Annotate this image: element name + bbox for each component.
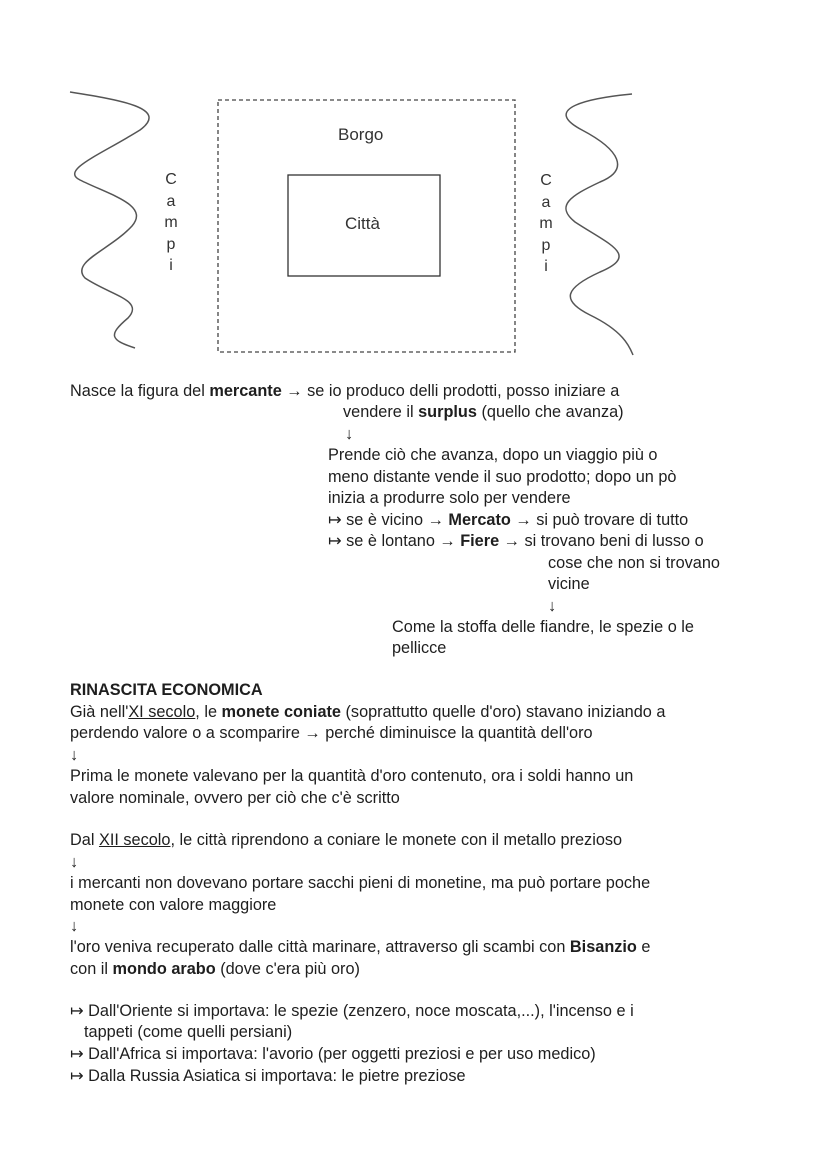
text-line <box>70 895 276 916</box>
letter: i <box>169 257 173 274</box>
bold-text: Bisanzio <box>569 938 637 956</box>
text-line <box>548 574 590 595</box>
citta-label: Città <box>345 214 380 233</box>
letter: a <box>541 194 551 211</box>
down-arrow <box>70 852 78 873</box>
bullet-item <box>70 1001 634 1022</box>
text-line <box>70 937 650 958</box>
text-segment: Nasce la figura del <box>70 382 210 400</box>
text-segment: ↓ <box>70 853 79 871</box>
text-segment: ↓ <box>70 917 79 935</box>
down-arrow <box>70 745 78 766</box>
letter: C <box>540 172 552 189</box>
text-line <box>343 402 624 423</box>
text-segment: tappeti (come quelli persiani) <box>84 1023 293 1041</box>
bold-text: monete coniate <box>221 703 341 721</box>
underlined-text: XI secolo <box>128 703 196 721</box>
text-line <box>548 553 720 574</box>
text-segment: (dove c'era più oro) <box>215 960 360 978</box>
section-heading <box>70 680 263 701</box>
bullet-item <box>70 1044 596 1065</box>
text-line <box>392 638 446 659</box>
borgo-label: Borgo <box>338 125 384 144</box>
down-arrow <box>70 916 78 937</box>
text-segment: vendere il <box>343 403 419 421</box>
text-segment: → si può trovare di tutto <box>510 511 689 529</box>
text-segment: ↦ Dalla Russia Asiatica si importava: le pietre preziose <box>70 1067 466 1085</box>
text-segment: Come la stoffa delle fiandre, le spezie o le <box>392 618 694 636</box>
text-segment: ↓ <box>345 425 354 443</box>
text-segment: ↦ Dall'Oriente si importava: le spezie (zenzero, noce moscata,...), l'incenso e i <box>70 1002 634 1020</box>
town-diagram <box>0 0 828 380</box>
text-segment: monete con valore maggiore <box>70 896 277 914</box>
letter: C <box>165 171 177 188</box>
text-segment: → si trovano beni di lusso o <box>499 532 704 550</box>
letter: p <box>541 237 551 254</box>
text-segment: (soprattutto quelle d'oro) stavano iniziando a <box>340 703 666 721</box>
bold-text: mondo arabo <box>112 960 216 978</box>
text-segment: vicine <box>548 575 590 593</box>
text-line <box>70 830 622 851</box>
text-line <box>328 488 571 509</box>
text-segment: ↦ se è vicino → <box>328 511 449 529</box>
text-line <box>392 617 694 638</box>
bold-text: surplus <box>418 403 477 421</box>
left-wavy-line <box>70 92 149 348</box>
letter: m <box>164 214 178 231</box>
text-line <box>70 766 633 787</box>
underlined-text: XII secolo <box>98 831 171 849</box>
text-segment: → se io produco delli prodotti, posso iniziare a <box>281 382 620 400</box>
text-segment: valore nominale, ovvero per ciò che c'è scritto <box>70 789 400 807</box>
text-segment: ↦ se è lontano → <box>328 532 461 550</box>
text-segment: ↓ <box>548 597 557 615</box>
text-line <box>70 723 593 744</box>
text-segment: l'oro veniva recuperato dalle città marinare, attraverso gli scambi con <box>70 938 570 956</box>
down-arrow <box>345 424 353 445</box>
text-segment: pellicce <box>392 639 447 657</box>
right-wavy-line <box>566 94 633 355</box>
text-line <box>70 381 619 402</box>
text-line <box>328 467 677 488</box>
bullet-item <box>70 1066 466 1087</box>
letter: p <box>166 236 176 253</box>
text-line <box>70 873 650 894</box>
text-segment: perdendo valore o a scomparire → perché diminuisce la quantità dell'oro <box>70 724 593 742</box>
text-segment: , le città riprendono a coniare le monete con il metallo prezioso <box>170 831 623 849</box>
text-segment: Prende ciò che avanza, dopo un viaggio più o <box>328 446 658 464</box>
text-line <box>70 702 665 723</box>
bullet-item <box>328 531 704 552</box>
text-segment: meno distante vende il suo prodotto; dopo un pò <box>328 468 677 486</box>
bold-text: Fiere <box>460 532 500 550</box>
text-segment: Prima le monete valevano per la quantità d'oro contenuto, ora i soldi hanno un <box>70 767 634 785</box>
text-segment: inizia a produrre solo per vendere <box>328 489 571 507</box>
bold-text: Mercato <box>448 511 511 529</box>
text-segment: Dal <box>70 831 99 849</box>
text-segment: e <box>636 938 651 956</box>
text-segment: cose che non si trovano <box>548 554 720 572</box>
bold-text: RINASCITA ECONOMICA <box>70 681 263 699</box>
text-line <box>70 959 360 980</box>
text-segment: con il <box>70 960 113 978</box>
letter: a <box>166 193 176 210</box>
bullet-item <box>328 510 688 531</box>
down-arrow <box>548 596 556 617</box>
text-line <box>84 1022 292 1043</box>
text-segment: i mercanti non dovevano portare sacchi pieni di monetine, ma può portare poche <box>70 874 651 892</box>
letter: m <box>539 215 553 232</box>
letter: i <box>544 258 548 275</box>
text-segment: , le <box>195 703 222 721</box>
text-segment: ↓ <box>70 746 79 764</box>
text-segment: ↦ Dall'Africa si importava: l'avorio (per oggetti preziosi e per uso medico) <box>70 1045 596 1063</box>
bold-text: mercante <box>209 382 282 400</box>
text-segment: (quello che avanza) <box>476 403 624 421</box>
text-line <box>328 445 657 466</box>
text-line <box>70 788 400 809</box>
text-segment: Già nell' <box>70 703 129 721</box>
